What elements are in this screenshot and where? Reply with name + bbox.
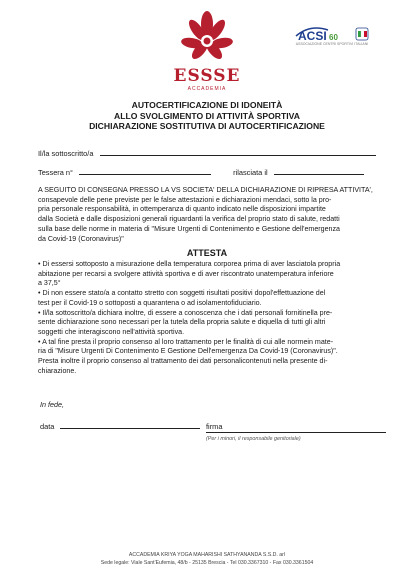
firma-field[interactable] bbox=[206, 432, 386, 433]
tessera-field[interactable] bbox=[79, 166, 211, 175]
data-field[interactable] bbox=[60, 420, 200, 429]
body-line: Presta inoltre il proprio consenso al trattamento dei dati personalicontenuti nella presente di- bbox=[38, 357, 328, 366]
footer-company: ACCADEMIA KRIYA YOGA MAHARISHI SATHYANANDA S.S.D. arl bbox=[128, 552, 286, 558]
intro-paragraph bbox=[38, 186, 382, 244]
attesta-body bbox=[38, 260, 382, 376]
intro-line: da Covid-19 (Coronavirus)" bbox=[38, 234, 124, 243]
intro-line: dalla Società e dalle disposizioni generali riguardanti la verifica del proprio stato di salute, redatti bbox=[38, 215, 340, 224]
tessera-label: Tessera n° bbox=[38, 168, 73, 177]
sottoscritto-field[interactable] bbox=[100, 147, 376, 156]
svg-text:ACSI: ACSI bbox=[298, 29, 327, 43]
rilasciata-field[interactable] bbox=[274, 166, 364, 175]
body-line: • A tal fine presta il proprio consenso al loro trattamento per le finalità di cui alle normein mate- bbox=[38, 337, 334, 346]
lotus-flower-icon bbox=[170, 10, 244, 70]
body-line: • Di essersi sottoposto a misurazione della temperatura corporea prima di aver lasciatola propria bbox=[38, 260, 341, 268]
logo-subtitle: ACCADEMIA bbox=[187, 86, 227, 92]
body-line: • Di non essere stato/a a contatto stretto con soggetti risultati positivi dopol'effettuazione del bbox=[38, 289, 326, 298]
document-heading bbox=[20, 100, 394, 132]
rilasciata-label: rilasciata il bbox=[233, 168, 268, 177]
body-line: soggetti che interagiscono nell'attività sportiva. bbox=[38, 327, 185, 336]
body-line: abitazione per recarsi a svolgere attività sportiva e di aver riscontrato unatemperatura inferiore bbox=[38, 269, 334, 278]
firma-note: (Per i minori, il responsabile genitoriale) bbox=[206, 436, 301, 442]
heading-line-3: DICHIARAZIONE SOSTITUTIVA DI AUTOCERTIFICAZIONE bbox=[89, 121, 325, 132]
heading-line-2: ALLO SVOLGIMENTO DI ATTIVITÀ SPORTIVA bbox=[114, 110, 300, 121]
logo-name: ESSSE bbox=[173, 66, 241, 86]
heading-line-1: AUTOCERTIFICAZIONE DI IDONEITÀ bbox=[131, 100, 283, 110]
intro-line: sulla base delle norme in materia di "Misure Urgenti di Contenimento e Gestione dell'emergenza bbox=[38, 224, 340, 233]
body-line: test per il Covid-19 o sottoposti a quarantena o ad isolamentofiduciario. bbox=[38, 298, 262, 307]
firma-label: firma bbox=[206, 422, 223, 431]
body-line: sente dichiarazione sono necessari per la tutela della propria salute e diquella di tutti gli altri bbox=[38, 318, 326, 327]
data-label: data bbox=[40, 422, 55, 431]
body-line: ria di "Misure Urgenti Di Contenimento E Gestione Dell'emergenza Da Covid-19 (Coronavirus)". bbox=[38, 347, 338, 356]
tessera-row bbox=[38, 166, 364, 177]
svg-text:60: 60 bbox=[329, 33, 338, 42]
body-line: a 37,5° bbox=[38, 279, 61, 288]
intro-line: consapevole delle pene previste per le false attestazioni e dichiarazioni mendaci, sotto la pro- bbox=[38, 195, 332, 204]
data-row bbox=[40, 420, 200, 431]
acsi-subtitle: ASSOCIAZIONE CENTRI SPORTIVI ITALIANI bbox=[295, 42, 369, 46]
intro-line: A SEGUITO DI CONSEGNA PRESSO LA VS SOCIETA' DELLA DICHIARAZIONE DI RIPRESA ATTIVITA', bbox=[38, 186, 373, 194]
sottoscritto-label: Il/la sottoscritto/a bbox=[38, 149, 94, 158]
intro-line: pria personale responsabilità, in ottemperanza di quanto indicato nelle disposizioni impartite bbox=[38, 205, 326, 214]
sottoscritto-row bbox=[38, 147, 376, 158]
body-line: • Il/la sottoscritto/a dichiara inoltre, di essere a conoscenza che i dati personali fornitinella pre- bbox=[38, 308, 333, 317]
in-fede-label: In fede, bbox=[40, 400, 64, 409]
attesta-heading: ATTESTA bbox=[186, 248, 228, 258]
footer-address: Sede legale: Viale Sant'Eufemia, 48/b - 25135 Brescia - Tel 030.3367310 - Fax 030.3361504 bbox=[100, 560, 314, 566]
body-line: chiarazione. bbox=[38, 366, 77, 375]
